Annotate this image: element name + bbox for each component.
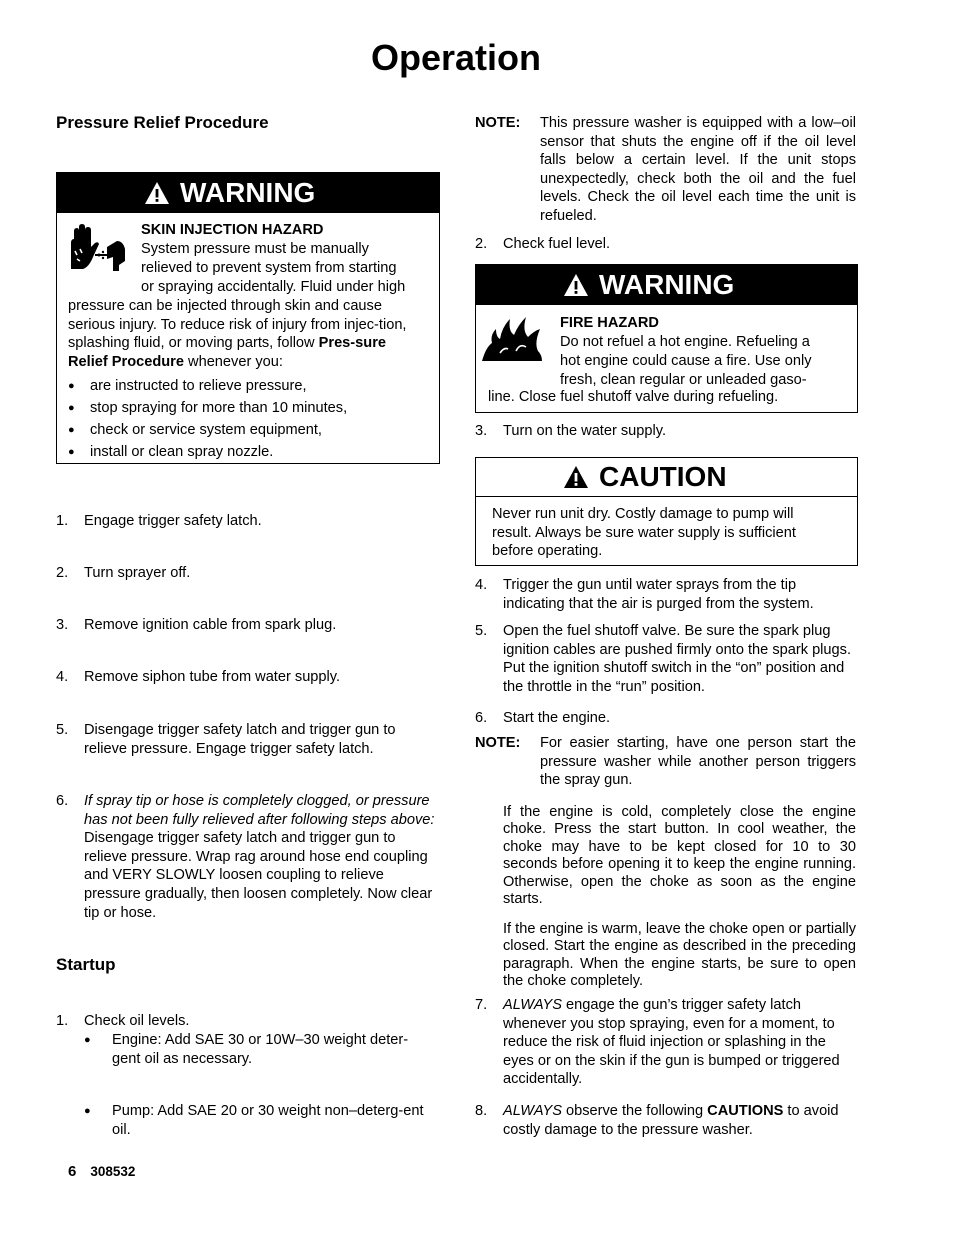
warning1-line2: relieved to prevent system from starting [141, 260, 397, 276]
step-text: Disengage trigger safety latch and trigger gun to relieve pressure. Engage trigger safety latch. [84, 722, 396, 757]
caution-header [476, 458, 857, 497]
note-text: This pressure washer is equipped with a low–oil sensor that shuts the engine off if the oil level falls below a certain level. If the unit stops unexpectedly, check both the oil and the fuel levels. Check the oil level each time the unit is refueled. [540, 115, 856, 224]
warning1-body-text: pressure can be injected through skin and cause serious injury. To reduce risk of injury from injec-tion, splashing fluid, or moving parts, follow [68, 298, 407, 352]
step-italic-text: ALWAYS [503, 997, 562, 1013]
fire-hazard-icon [480, 313, 544, 363]
step-text: Trigger the gun until water sprays from the tip indicating that the air is purged from the system. [503, 577, 814, 612]
step-italic-text: ALWAYS [503, 1103, 562, 1119]
step-number: 1. [56, 513, 69, 529]
step-number: 6. [56, 793, 69, 809]
step-text: Engage trigger safety latch. [84, 513, 262, 529]
step-text: Remove siphon tube from water supply. [84, 669, 341, 685]
warning2-line4: line. Close fuel shutoff valve during refueling. [488, 389, 779, 405]
step-number: 2. [475, 236, 488, 252]
warning2-line2: hot engine could cause a fire. Use only [560, 353, 812, 369]
step-italic-text: If spray tip or hose is completely clogged, or pressure has not been fully relieved after following steps above: [84, 793, 435, 828]
step-number: 7. [475, 997, 488, 1013]
warning1-bullet-list [68, 373, 428, 465]
pressure-relief-heading: Pressure Relief Procedure [56, 113, 269, 132]
step-text: observe the following [561, 1103, 708, 1119]
caution-header-label: CAUTION [599, 460, 727, 492]
caution-triangle-icon [563, 465, 589, 489]
note-text: For easier starting, have one person start the pressure washer while another person triggers the spray gun. [540, 735, 856, 789]
cold-engine-paragraph: If the engine is cold, completely close the engine choke. Press the start button. In cool weather, the choke may have to be kept closed for 10 to 30 seconds before opening it to keep the engine running. Otherwise, open the choke as soon as the engine starts. [503, 804, 856, 908]
step-number: 4. [475, 577, 488, 593]
step-bold-text: CAUTIONS [707, 1103, 784, 1119]
step-number: 5. [475, 623, 488, 639]
bullet-item: ● Pump: Add SAE 20 or 30 weight non–deterg-ent oil. [84, 1102, 434, 1139]
step-number: 6. [475, 710, 488, 726]
page-title: Operation [370, 37, 541, 78]
warning2-line1: Do not refuel a hot engine. Refueling a [560, 334, 810, 350]
skin-injection-hand-icon [63, 221, 129, 277]
note-label: NOTE: [475, 735, 521, 751]
startup-heading: Startup [56, 955, 116, 974]
startup-bullet-engine [84, 1031, 434, 1068]
step-text: Turn on the water supply. [503, 423, 667, 439]
bullet-item: ● Engine: Add SAE 30 or 10W–30 weight deter-gent oil as necessary. [84, 1031, 434, 1068]
warning-header-label: WARNING [599, 268, 735, 300]
warning1-body-end: whenever you: [183, 353, 283, 370]
step-text: Open the fuel shutoff valve. Be sure the spark plug ignition cables are pushed firmly onto the spark plugs. Put the ignition shutoff switch in the “on” position and the throttle in the “run” position. [503, 623, 852, 695]
warning-header [57, 173, 439, 213]
warning-triangle-icon [563, 273, 589, 297]
fire-hazard-warning-box [475, 264, 858, 413]
warning1-body [68, 297, 418, 371]
warning1-line3: or spraying accidentally. Fluid under high [141, 279, 406, 295]
warning-header [476, 265, 857, 305]
note-label: NOTE: [475, 115, 521, 131]
page-footer [68, 1163, 135, 1182]
step-text: engage the gun’s trigger safety latch whenever you stop spraying, even for a moment, to reduce the risk of fluid injection or splashing in the eyes or on the skin if the gun is bumped or triggered accidentally. [503, 997, 840, 1088]
document-number: 308532 [90, 1164, 136, 1179]
step-text: Turn sprayer off. [84, 565, 191, 581]
step-text: Start the engine. [503, 710, 611, 726]
step-number: 5. [56, 722, 69, 738]
skin-injection-hazard-title: SKIN INJECTION HAZARD [141, 222, 324, 238]
step-number: 3. [475, 423, 488, 439]
bullet-item: ● install or clean spray nozzle. [68, 443, 428, 462]
step-text: Check fuel level. [503, 236, 611, 252]
step-number: 4. [56, 669, 69, 685]
step-number: 8. [475, 1103, 488, 1119]
fire-hazard-title: FIRE HAZARD [560, 315, 659, 331]
warning2-line3: fresh, clean regular or unleaded gaso- [560, 372, 807, 388]
step-text-end: to avoid costly damage to the pressure washer. [503, 1103, 839, 1138]
caution-box [475, 457, 858, 566]
warning1-line1: System pressure must be manually [141, 241, 369, 257]
note-low-oil-sensor [475, 114, 856, 230]
startup-bullet-pump [84, 1102, 434, 1139]
caution-text: Never run unit dry. Costly damage to pump will result. Always be sure water supply is sufficient before operating. [492, 506, 796, 560]
skin-injection-warning-box [56, 172, 440, 464]
bullet-item: ● are instructed to relieve pressure, [68, 377, 428, 396]
step-number: 3. [56, 617, 69, 633]
warning-header-label: WARNING [180, 176, 316, 208]
step-number: 1. [56, 1013, 69, 1029]
step-number: 2. [56, 565, 69, 581]
bullet-item: ● check or service system equipment, [68, 421, 428, 440]
warning-triangle-icon [144, 181, 170, 205]
warm-engine-paragraph: If the engine is warm, leave the choke open or partially closed. Start the engine as described in the preceding paragraph. When the engine starts, be sure to open the choke completely. [503, 921, 856, 990]
page-number: 6 [68, 1163, 77, 1180]
step-text: Disengage trigger safety latch and trigger gun to relieve pressure. Wrap rag around hose end coupling and VERY SLOWLY loosen coupling to relieve pressure gradually, then loosen completely. Now clear tip or hose. [84, 830, 433, 921]
step-text: Remove ignition cable from spark plug. [84, 617, 337, 633]
bullet-item: ● stop spraying for more than 10 minutes, [68, 399, 428, 418]
note-easier-starting [475, 734, 856, 794]
warning1-body-bold: Pres-sure Relief Procedure [68, 335, 386, 370]
step-text: Check oil levels. [84, 1013, 190, 1029]
